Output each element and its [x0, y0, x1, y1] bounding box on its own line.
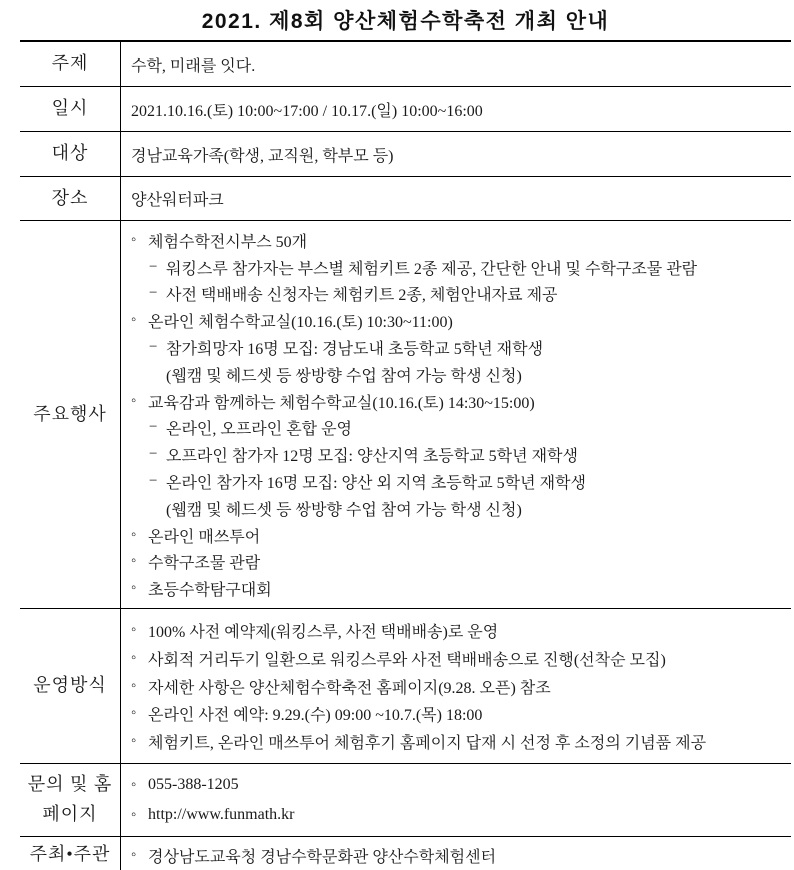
- content-line: [131, 388, 783, 415]
- circle-bullet-icon: ◦: [131, 312, 137, 329]
- circle-bullet-icon: ◦: [131, 553, 137, 570]
- line-text: 오프라인 참가자 12명 모집: 양산지역 초등학교 5학년 재학생: [166, 448, 578, 466]
- content-line: [131, 307, 783, 334]
- line-text: 자세한 사항은 양산체험수학축전 홈페이지(9.28. 오픈) 참조: [148, 679, 551, 697]
- circle-bullet-icon: ◦: [131, 526, 137, 543]
- dash-bullet-icon: −: [149, 339, 158, 356]
- content-line: [131, 441, 783, 468]
- row-label: 장소: [20, 177, 121, 220]
- dash-bullet-icon: −: [149, 258, 158, 275]
- row-label: 주최•주관: [20, 837, 121, 870]
- line-text: 교육감과 함께하는 체험수학교실(10.16.(토) 14:30~15:00): [148, 394, 535, 412]
- content-line: [131, 770, 783, 800]
- table-row-audience: [20, 132, 791, 177]
- dash-bullet-icon: −: [149, 419, 158, 436]
- content-line: [131, 842, 783, 868]
- content-line: [131, 617, 783, 645]
- content-line: [131, 522, 783, 549]
- line-text: 체험수학전시부스 50개: [148, 233, 308, 251]
- line-text: 양산워터파크: [131, 192, 224, 209]
- content-line: [131, 672, 783, 700]
- circle-bullet-icon: ◦: [131, 846, 137, 863]
- content-line: [131, 645, 783, 673]
- content-line: [131, 227, 783, 254]
- circle-bullet-icon: ◦: [131, 776, 137, 793]
- dash-bullet-icon: −: [149, 446, 158, 463]
- line-text: 100% 사전 예약제(워킹스루, 사전 택배배송)로 운영: [148, 624, 499, 642]
- content-line: [131, 495, 783, 522]
- table-row-contact: [20, 764, 791, 837]
- line-text: 수학구조물 관람: [148, 555, 261, 573]
- content-line: [131, 728, 783, 756]
- table-row-operation: [20, 609, 791, 764]
- line-text: 수학, 미래를 잇다.: [131, 57, 256, 75]
- row-content: [121, 764, 791, 836]
- table-row-venue: [20, 177, 791, 221]
- row-label: 주요행사: [20, 221, 121, 608]
- content-line: [131, 575, 783, 602]
- content-line: [131, 468, 783, 495]
- row-content: [121, 42, 791, 86]
- page-title: 2021. 제8회 양산체험수학축전 개최 안내: [201, 10, 610, 33]
- content-line: [131, 700, 783, 728]
- row-label: 주제: [20, 42, 121, 86]
- circle-bullet-icon: ◦: [131, 392, 137, 409]
- line-text: 온라인 참가자 16명 모집: 양산 외 지역 초등학교 5학년 재학생: [166, 475, 586, 493]
- line-text: (웹캠 및 헤드셋 등 쌍방향 수업 참여 가능 학생 신청): [166, 501, 522, 519]
- content-line: [131, 254, 783, 281]
- content-line: [131, 800, 783, 830]
- line-text: 온라인 사전 예약: 9.29.(수) 09:00 ~10.7.(목) 18:00: [148, 707, 483, 725]
- row-label: 대상: [20, 132, 121, 176]
- line-text: 참가희망자 16명 모집: 경남도내 초등학교 5학년 재학생: [166, 341, 544, 359]
- content-line: [131, 549, 783, 576]
- circle-bullet-icon: ◦: [131, 580, 137, 597]
- circle-bullet-icon: ◦: [131, 622, 137, 639]
- content-line: [131, 98, 783, 121]
- dash-bullet-icon: −: [149, 473, 158, 490]
- row-content: [121, 609, 791, 763]
- content-line: [131, 415, 783, 442]
- circle-bullet-icon: ◦: [131, 705, 137, 722]
- line-text: 온라인, 오프라인 혼합 운영: [166, 421, 353, 439]
- content-line: [131, 143, 783, 166]
- row-content: [121, 87, 791, 131]
- line-text: 경상남도교육청 경남수학문화관 양산수학체험센터: [148, 848, 497, 866]
- circle-bullet-icon: ◦: [131, 231, 137, 248]
- table-row-main-events: [20, 221, 791, 609]
- table-row-topic: [20, 42, 791, 87]
- row-content: [121, 132, 791, 176]
- line-text: 사전 택배배송 신청자는 체험키트 2종, 체험안내자료 제공: [166, 287, 558, 305]
- content-line: [131, 53, 783, 76]
- line-text: 2021.10.16.(토) 10:00~17:00 / 10.17.(일) 10:00~16:00: [131, 102, 483, 120]
- table-row-datetime: [20, 87, 791, 132]
- content-line: [131, 281, 783, 308]
- line-text: 온라인 매쓰투어: [148, 528, 261, 546]
- row-label: 운영방식: [20, 609, 121, 763]
- info-table: [20, 40, 791, 870]
- line-text: http://www.funmath.kr: [148, 806, 295, 824]
- content-line: [131, 361, 783, 388]
- dash-bullet-icon: −: [149, 285, 158, 302]
- circle-bullet-icon: ◦: [131, 806, 137, 823]
- line-text: 055-388-1205: [148, 776, 239, 794]
- line-text: 워킹스루 참가자는 부스별 체험키트 2종 제공, 간단한 안내 및 수학구조물 관람: [166, 260, 698, 278]
- row-content: [121, 177, 791, 220]
- content-line: [131, 334, 783, 361]
- line-text: 온라인 체험수학교실(10.16.(토) 10:30~11:00): [148, 314, 453, 332]
- line-text: (웹캠 및 헤드셋 등 쌍방향 수업 참여 가능 학생 신청): [166, 367, 522, 385]
- line-text: 사회적 거리두기 일환으로 워킹스루와 사전 택배배송으로 진행(선착순 모집): [148, 652, 666, 670]
- circle-bullet-icon: ◦: [131, 732, 137, 749]
- line-text: 체험키트, 온라인 매쓰투어 체험후기 홈페이지 답재 시 선정 후 소정의 기념품 제공: [148, 734, 707, 752]
- line-text: 경남교육가족(학생, 교직원, 학부모 등): [131, 147, 394, 165]
- row-content: [121, 221, 791, 608]
- row-label: 일시: [20, 87, 121, 131]
- row-label: 문의 및 홈페이지: [20, 764, 121, 836]
- circle-bullet-icon: ◦: [131, 677, 137, 694]
- table-row-host: [20, 837, 791, 870]
- content-line: [131, 187, 783, 210]
- line-text: 초등수학탐구대회: [148, 582, 272, 600]
- circle-bullet-icon: ◦: [131, 650, 137, 667]
- row-content: [121, 837, 791, 870]
